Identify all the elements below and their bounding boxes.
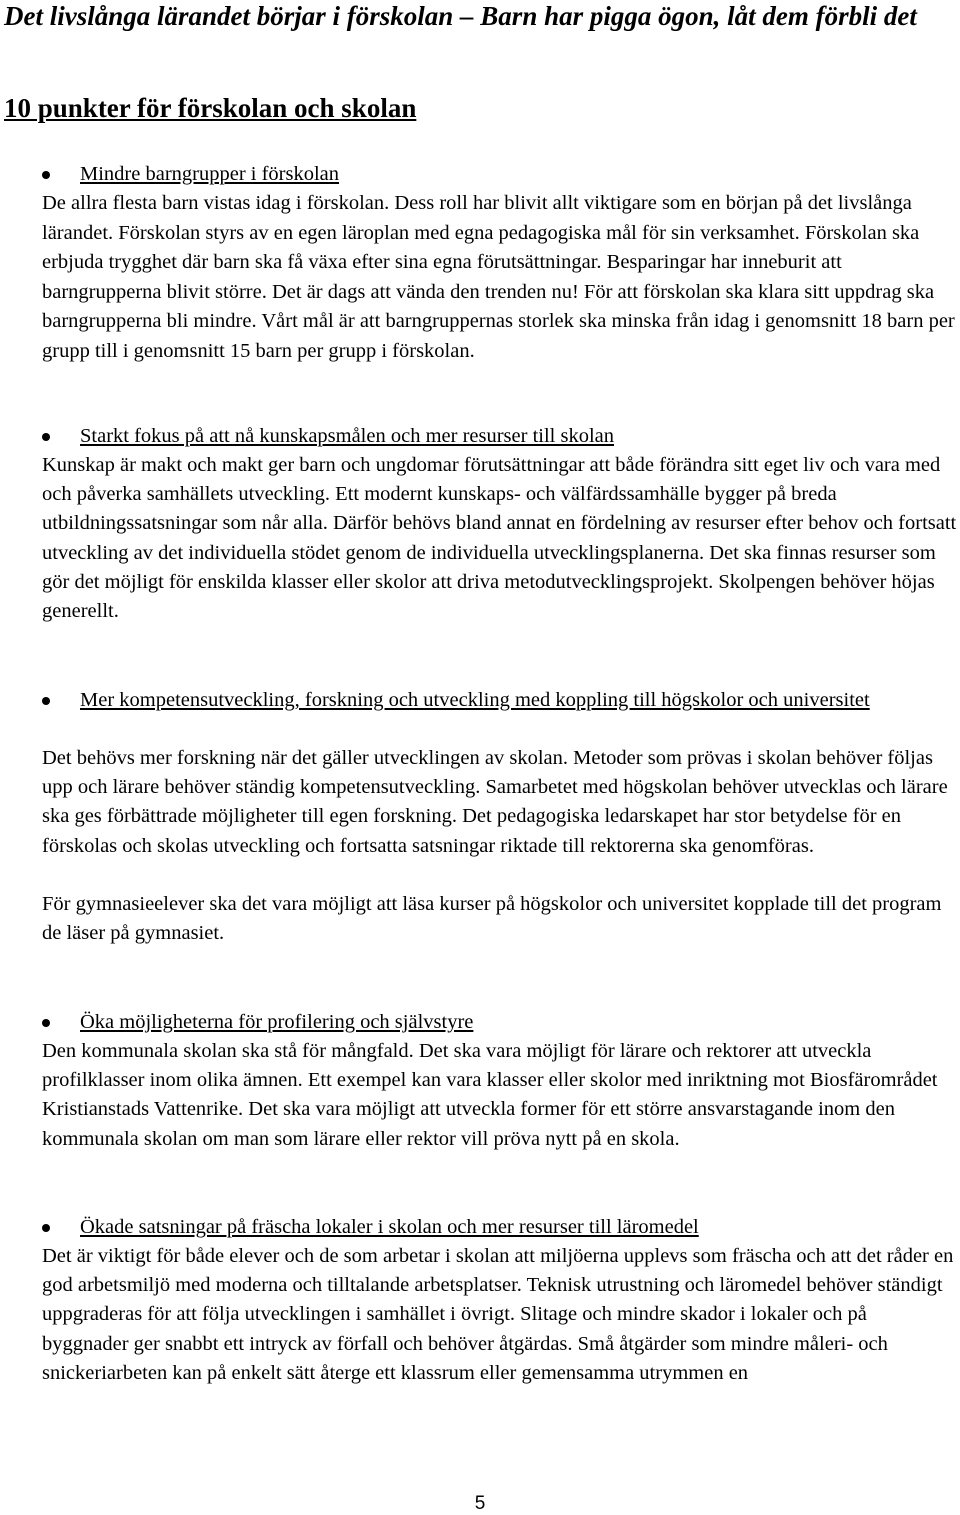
section-paragraph: Kunskap är makt och makt ger barn och ungdomar förutsättningar att både förändra sitt eget liv och vara med och påverka samhällets utveckling. Ett modernt kunskaps- och välfärdssamhälle bygger på breda utbildningssatsningar som når alla. Därför behövs bland annat en fördelning av resurser efter behov och fortsatt utveckling av det individuella stödet genom de individuella utvecklingsplanerna. Det ska finnas resurser som gör det möjligt för enskilda klasser eller skolor att driva metodutvecklingsprojekt. Skolpengen behöver höjas generellt. [42,454,957,623]
section-paragraph: De allra flesta barn vistas idag i förskolan. Dess roll har blivit allt viktigare som en början på det livslånga lärandet. Förskolan styrs av en egen läroplan med egna pedagogiska mål för sin verksamhet. Förskolan ska erbjuda trygghet där barn ska få växa efter sina egna förutsättningar. Besparingar har inneburit att barngrupperna blivit större. Det är dags att vända den trenden nu! För att förskolan ska klara sitt uppdrag ska barngrupperna bli mindre. Vårt mål är att barngruppernas storlek ska minska från idag i genomsnitt 18 barn per grupp till i genomsnitt 15 barn per grupp i förskolan. [42,192,955,362]
section-paragraph: Det behövs mer forskning när det gäller utvecklingen av skolan. Metoder som prövas i skolan behöver följas upp och lärare behöver ständig kompetensutveckling. Samarbetet med högskolan behöver utvecklas och lärare ska ges förbättrade möjligheter till egen forskning. Det pedagogiska ledarskapet har stor betydelse för en förskolas och skolas utveckling och fortsatta satsningar riktade till rektorerna ska genomföras. [42,747,948,857]
bullet-item [0,160,960,189]
bullet-item [0,1213,960,1242]
bullet-item [0,422,960,451]
page-number: 5 [474,1493,486,1514]
section-heading: Öka möjligheterna för profilering och självstyre [80,1011,474,1033]
section-competence-development [0,686,960,948]
section-paragraph: Det är viktigt för både elever och de som arbetar i skolan att miljöerna upplevs som fräscha och att det råder en god arbetsmiljö med moderna och tilltalande arbetsplatser. Teknisk utrustning och läromedel behöver ständigt uppgraderas för att följa utvecklingen i samhället i övrigt. Slitage och mindre skador i lokaler och på byggnader ger snabbt ett intryck av förfall och behöver åtgärdas. Små åtgärder som mindre måleri- och snickeriarbeten kan på enkelt sätt återge ett klassrum eller gemensamma utrymmen en [42,1245,954,1384]
bullet-icon [42,697,50,705]
bullet-item [0,686,960,715]
section-heading: Mer kompetensutveckling, forskning och utveckling med koppling till högskolor och universitet [80,689,870,711]
bullet-icon [42,1019,50,1027]
bullet-item [0,1008,960,1037]
section-smaller-groups [0,160,960,366]
section-heading: Mindre barngrupper i förskolan [80,163,340,185]
section-heading: Ökade satsningar på fräscha lokaler i skolan och mer resurser till läromedel [80,1216,699,1238]
document-title: Det livslånga lärandet börjar i förskolan – Barn har pigga ögon, låt dem förbli det [4,1,917,31]
section-heading: Starkt fokus på att nå kunskapsmålen och mer resurser till skolan [80,425,615,447]
section-premises [0,1213,960,1388]
section-profiling [0,1008,960,1154]
section-paragraph: Den kommunala skolan ska stå för mångfald. Det ska vara möjligt för lärare och rektorer att utveckla profilklasser inom olika ämnen. Ett exempel kan vara klasser eller skolor med inriktning mot Biosfärområdet Kristianstads Vattenrike. Det ska vara möjligt att utveckla former för ett större ansvarstagande inom den kommunala skolan om man som lärare eller rektor vill pröva nytt på en skola. [42,1040,938,1150]
bullet-icon [42,433,50,441]
section-knowledge-goals [0,422,960,626]
bullet-icon [42,171,50,179]
bullet-icon [42,1224,50,1232]
section-paragraph-secondary: För gymnasieelever ska det vara möjligt att läsa kurser på högskolor och universitet kopplade till det program de läser på gymnasiet. [42,892,942,945]
document-subtitle: 10 punkter för förskolan och skolan [4,93,417,123]
